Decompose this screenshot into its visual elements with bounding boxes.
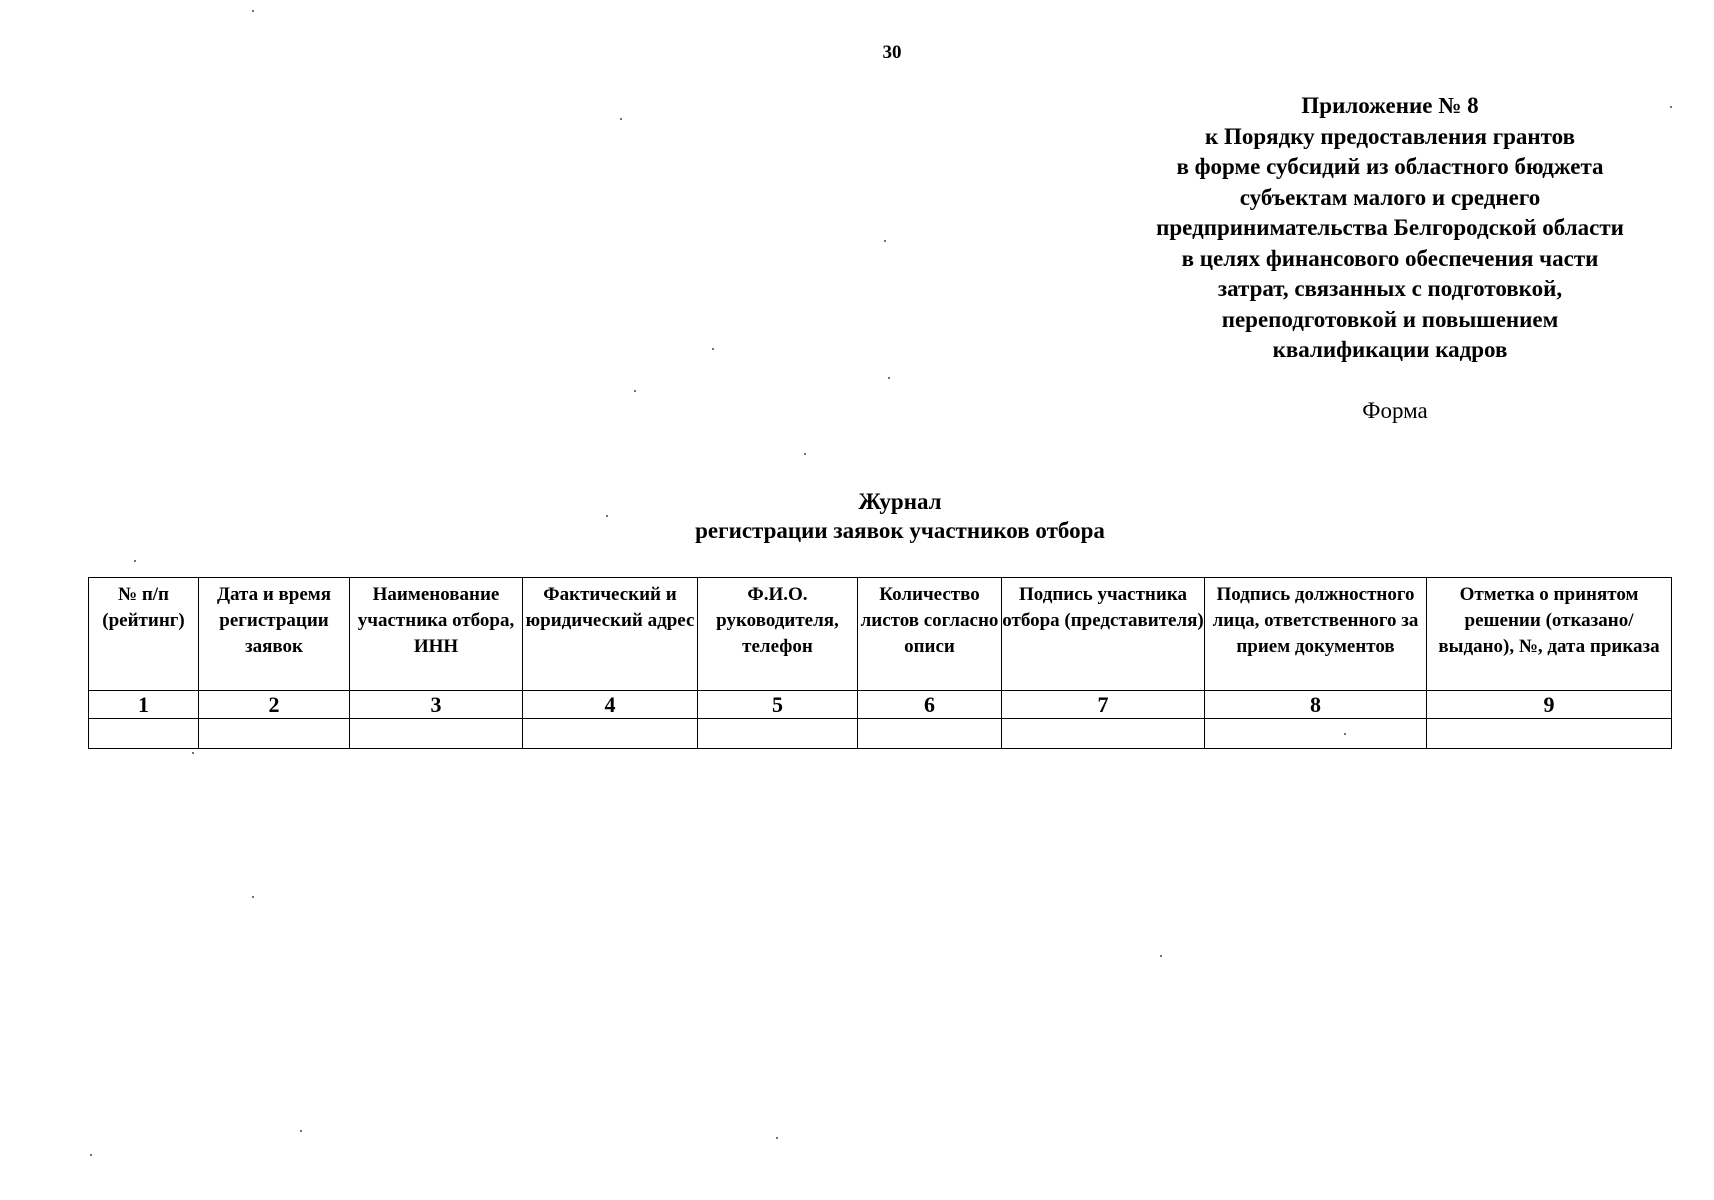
scan-speck xyxy=(884,240,886,242)
column-number: 8 xyxy=(1205,691,1427,719)
column-number: 9 xyxy=(1427,691,1672,719)
scan-speck xyxy=(192,752,194,754)
scan-speck xyxy=(1344,733,1346,735)
column-number: 3 xyxy=(350,691,523,719)
appendix-line: квалификации кадров xyxy=(1272,337,1508,362)
scan-speck xyxy=(634,390,636,392)
appendix-line: в форме субсидий из областного бюджета xyxy=(1176,154,1604,179)
registration-table xyxy=(88,577,1672,749)
table-cell xyxy=(698,719,858,749)
column-number: 7 xyxy=(1002,691,1205,719)
page-number: 30 xyxy=(882,42,902,63)
appendix-line: в целях финансового обеспечения части xyxy=(1181,245,1599,271)
scan-speck xyxy=(888,377,890,379)
scan-speck xyxy=(606,515,608,517)
column-number: 2 xyxy=(199,691,350,719)
column-header: Фактический и юридический адрес xyxy=(523,578,698,691)
scan-speck xyxy=(620,118,622,120)
table-cell xyxy=(350,719,523,749)
table-header-row xyxy=(89,578,1672,691)
column-header: Подпись должностного лица, ответственного за прием документов xyxy=(1205,578,1427,691)
appendix-heading xyxy=(1095,91,1685,366)
scan-speck xyxy=(252,10,254,12)
column-number: 5 xyxy=(698,691,858,719)
scan-speck xyxy=(252,896,254,898)
table-row xyxy=(89,719,1672,749)
scan-speck xyxy=(1160,955,1162,957)
table-cell xyxy=(858,719,1002,749)
scan-speck xyxy=(776,1137,778,1139)
column-header: Подпись участника отбора (представителя) xyxy=(1002,578,1205,691)
column-header: Отметка о принятом решении (отказано/выдано), №, дата приказа xyxy=(1427,578,1672,691)
table-cell xyxy=(89,719,199,749)
table-cell xyxy=(199,719,350,749)
scan-speck xyxy=(134,560,136,562)
column-header: Количество листов согласно описи xyxy=(858,578,1002,691)
table-cell xyxy=(1205,719,1427,749)
appendix-line: предпринимательства Белгородской области xyxy=(1156,215,1624,240)
appendix-line: затрат, связанных с подготовкой, xyxy=(1217,276,1563,301)
scan-speck xyxy=(1670,106,1672,108)
column-number: 1 xyxy=(89,691,199,719)
column-header: № п/п (рейтинг) xyxy=(89,578,199,691)
column-number-row xyxy=(89,691,1672,719)
journal-title-subtitle: регистрации заявок участников отбора xyxy=(695,518,1105,543)
scan-speck xyxy=(804,453,806,455)
appendix-line: переподготовкой и повышением xyxy=(1221,306,1559,332)
journal-title xyxy=(560,487,1240,545)
scan-speck xyxy=(90,1154,92,1156)
appendix-line: субъектам малого и среднего xyxy=(1239,184,1541,210)
column-header: Ф.И.О. руководителя, телефон xyxy=(698,578,858,691)
column-header: Дата и время регистрации заявок xyxy=(199,578,350,691)
table-cell xyxy=(1427,719,1672,749)
appendix-line: к Порядку предоставления грантов xyxy=(1204,123,1576,149)
scan-speck xyxy=(300,1130,302,1132)
column-header: Наименование участника отбора, ИНН xyxy=(350,578,523,691)
form-label: Форма xyxy=(1362,398,1428,423)
scan-speck xyxy=(712,348,714,350)
journal-title-main: Журнал xyxy=(858,489,942,514)
column-number: 6 xyxy=(858,691,1002,719)
table-cell xyxy=(1002,719,1205,749)
table-cell xyxy=(523,719,698,749)
appendix-line: Приложение № 8 xyxy=(1301,93,1479,118)
column-number: 4 xyxy=(523,691,698,719)
